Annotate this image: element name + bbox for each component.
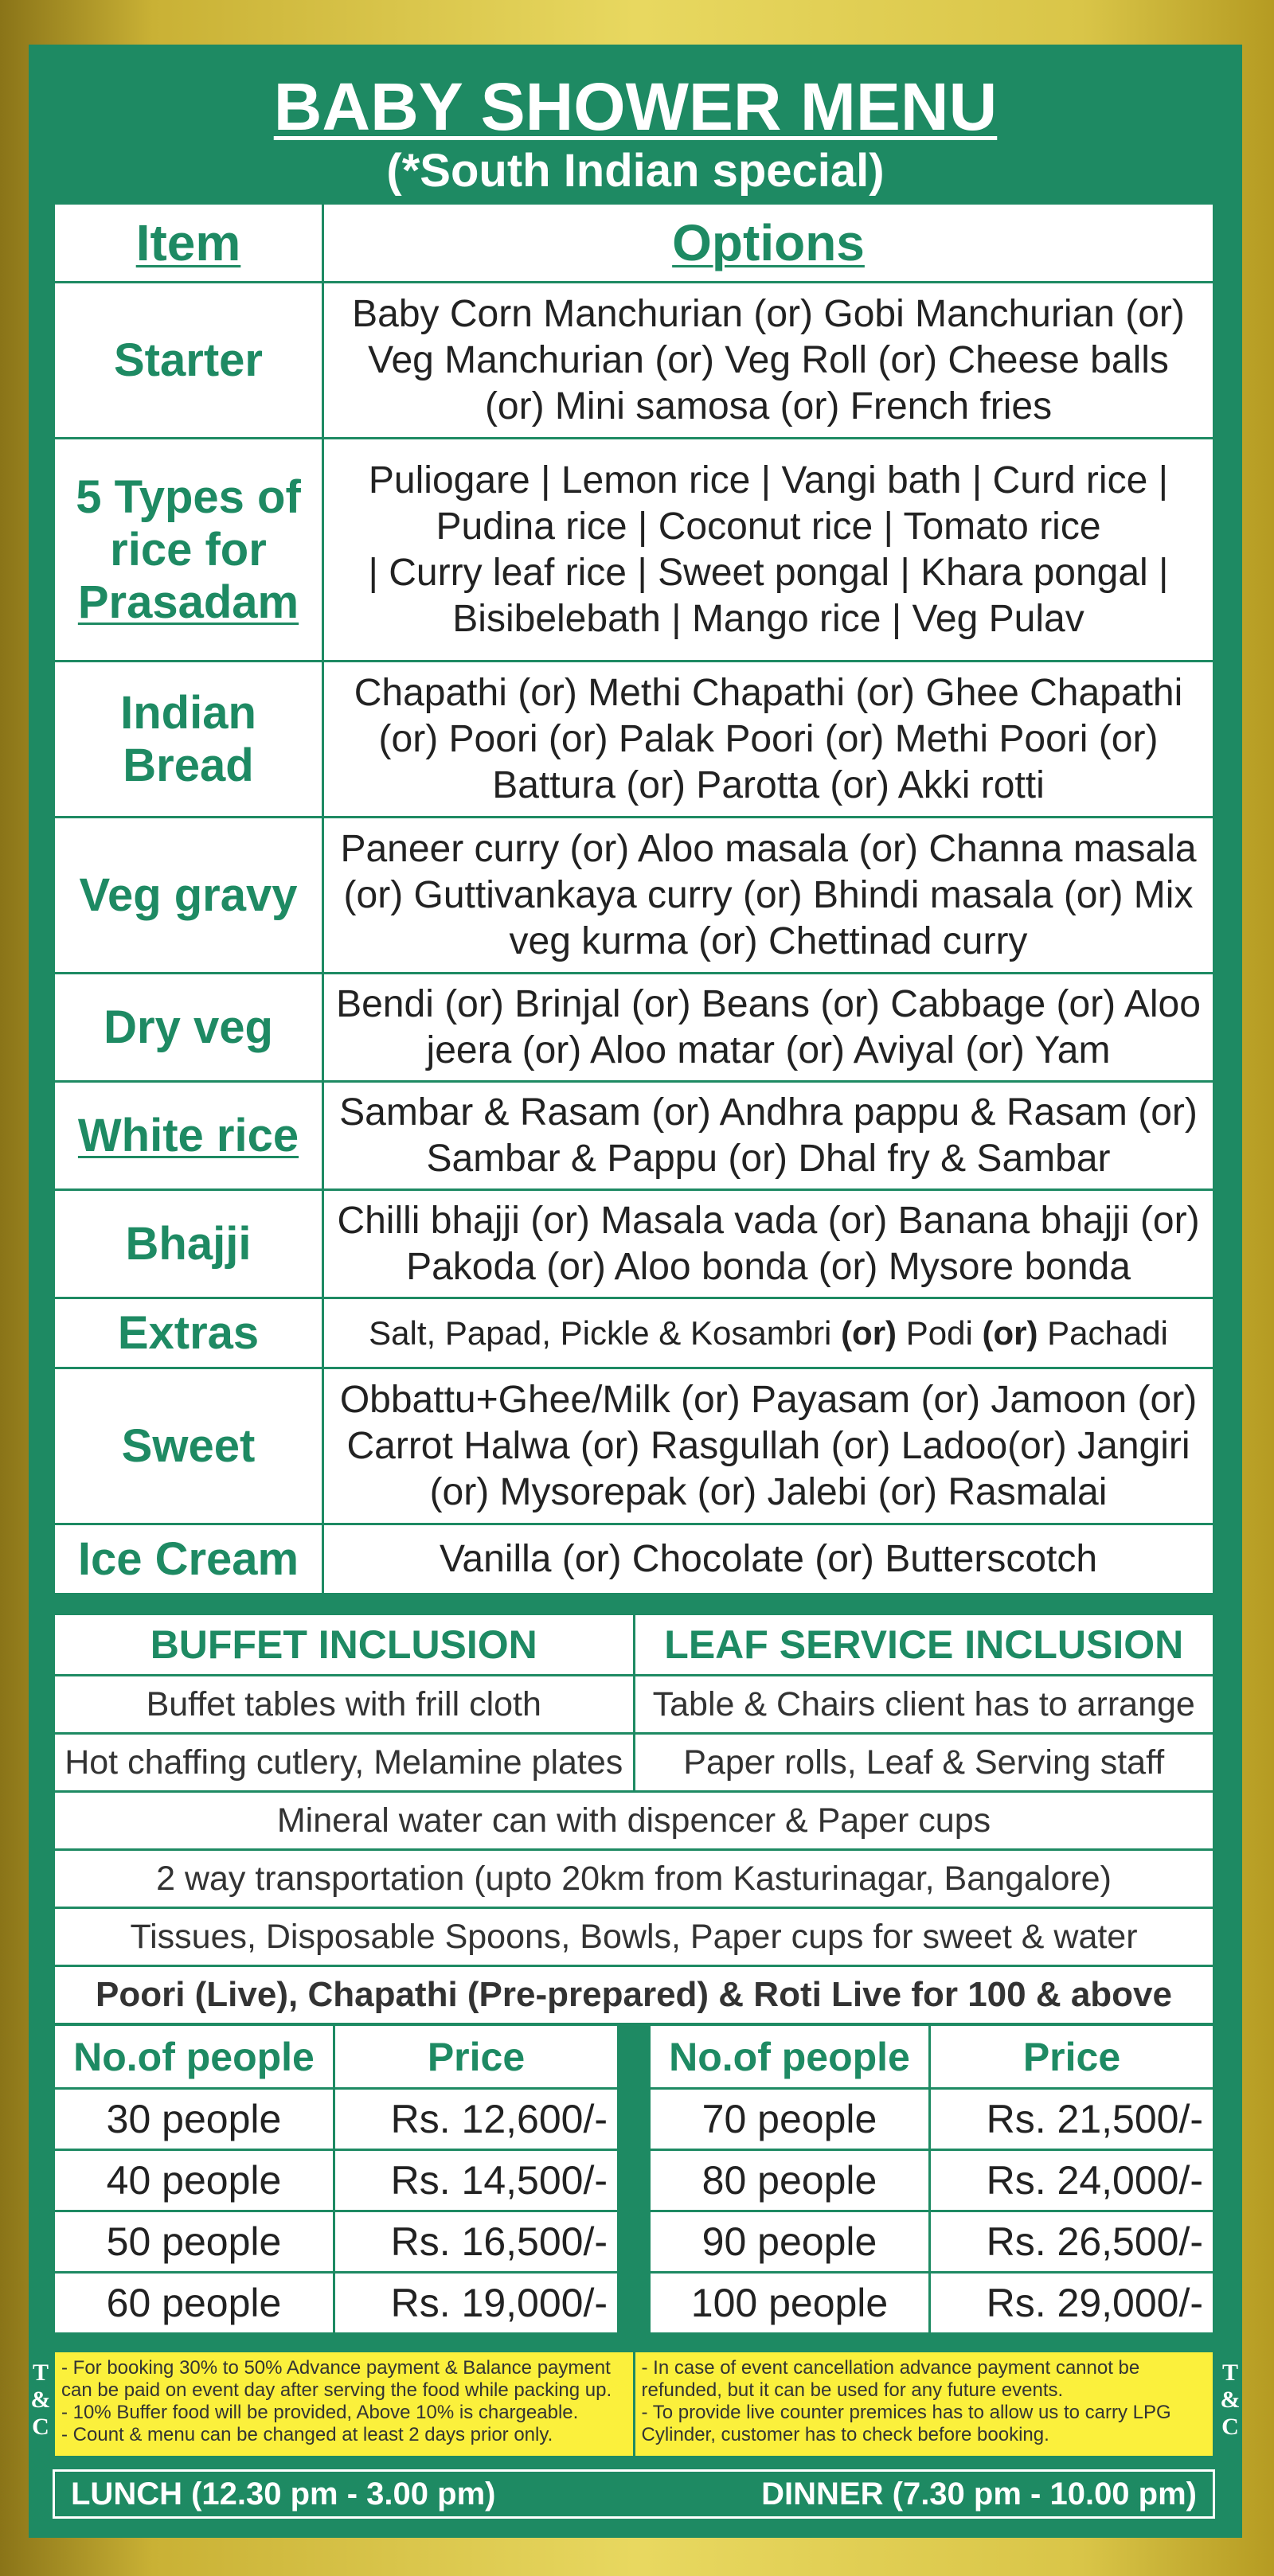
menu-row-sweet — [55, 1367, 1213, 1523]
price-row — [55, 2210, 617, 2271]
price-header-row — [55, 2026, 617, 2087]
menu-item-options: Chilli bhajji (or) Masala vada (or) Banana bhajji (or) Pakoda (or) Aloo bonda (or) Mysore bonda — [337, 1199, 1200, 1288]
price-column-header: Price — [427, 2034, 526, 2079]
menu-item-options: Puliogare | Lemon rice | Vangi bath | Curd rice | Pudina rice | Coconut rice | Tomato rice | Curry leaf rice | Sweet pongal | Khara pongal | Bisibelebath | Mango rice | Veg Pulav — [368, 459, 1169, 640]
people-count: 90 people — [651, 2212, 931, 2271]
menu-row-white-rice — [55, 1080, 1213, 1188]
options-header: Options — [672, 214, 865, 271]
inclusions-header-row — [55, 1615, 1213, 1674]
menu-row-indian-bread — [55, 660, 1213, 816]
menu-row-veg-gravy — [55, 816, 1213, 972]
lunch-timing: LUNCH (12.30 pm - 3.00 pm) — [71, 2476, 496, 2512]
common-inclusion-item: Mineral water can with dispencer & Paper cups — [276, 1801, 991, 1840]
inclusions-row — [55, 1848, 1213, 1907]
common-inclusion-item: 2 way transportation (upto 20km from Kasturinagar, Bangalore) — [156, 1859, 1112, 1898]
menu-header-row — [55, 205, 1213, 281]
menu-table — [53, 202, 1215, 1595]
menu-item-label: Bhajji — [55, 1191, 324, 1297]
price-row — [55, 2271, 617, 2332]
terms-left: - For booking 30% to 50% Advance payment & Balance payment can be paid on event day after serving the food while packing up. - 10% Buffer food will be provided, Above 10% is chargeable. - Count & menu can be changed at least 2 days prior only. — [61, 2357, 612, 2445]
price-value: Rs. 21,500/- — [986, 2097, 1203, 2141]
price-row — [55, 2149, 617, 2210]
dinner-timing: DINNER (7.30 pm - 10.00 pm) — [761, 2476, 1197, 2512]
menu-item-options: Baby Corn Manchurian (or) Gobi Manchurian (or) Veg Manchurian (or) Veg Roll (or) Cheese balls (or) Mini samosa (or) French fries — [352, 292, 1185, 427]
price-value: Rs. 26,500/- — [986, 2219, 1203, 2264]
inclusions-row — [55, 1732, 1213, 1790]
buffet-inclusion-item: Hot chaffing cutlery, Melamine plates — [64, 1743, 623, 1782]
common-inclusion-item: Tissues, Disposable Spoons, Bowls, Paper cups for sweet & water — [130, 1917, 1138, 1956]
people-count: 50 people — [55, 2212, 335, 2271]
menu-card — [29, 45, 1242, 2538]
page-title: BABY SHOWER MENU — [273, 69, 998, 144]
menu-item-options: Paneer curry (or) Aloo masala (or) Channa masala (or) Guttivankaya curry (or) Bhindi masala (or) Mix veg kurma (or) Chettinad curry — [340, 827, 1197, 962]
people-count: 80 people — [651, 2151, 931, 2210]
people-count: 70 people — [651, 2090, 931, 2149]
leaf-inclusion-item: Paper rolls, Leaf & Serving staff — [633, 1735, 1213, 1790]
price-row — [651, 2087, 1213, 2149]
price-value: Rs. 19,000/- — [390, 2281, 608, 2325]
item-header: Item — [55, 205, 324, 281]
terms-right: - In case of event cancellation advance payment cannot be refunded, but it can be used for any future events. - To provide live counter premices has to allow us to carry LPG Cylinder, customer has to check before booking. — [633, 2352, 1213, 2456]
menu-item-label: Veg gravy — [55, 818, 324, 972]
menu-item-label: 5 Types of rice for Prasadam — [55, 439, 324, 660]
menu-row-dry-veg — [55, 972, 1213, 1080]
menu-item-options: Sambar & Rasam (or) Andhra pappu & Rasam (or) Sambar & Pappu (or) Dhal fry & Sambar — [339, 1091, 1198, 1180]
menu-item-options: Obbattu+Ghee/Milk (or) Payasam (or) Jamoon (or) Carrot Halwa (or) Rasgullah (or) Ladoo(or) Jangiri (or) Mysorepak (or) Jalebi (or) Rasmalai — [339, 1378, 1198, 1513]
price-row — [55, 2087, 617, 2149]
people-count: 30 people — [55, 2090, 335, 2149]
menu-row-ice-cream — [55, 1523, 1213, 1593]
menu-item-label: Indian Bread — [55, 662, 324, 816]
menu-item-label: Extras — [55, 1299, 324, 1367]
menu-item-options: Vanilla (or) Chocolate (or) Butterscotch — [439, 1537, 1098, 1580]
menu-row-extras — [55, 1297, 1213, 1367]
leaf-service-inclusion-header: LEAF SERVICE INCLUSION — [633, 1615, 1213, 1674]
terms-and-conditions — [53, 2350, 1215, 2458]
timings-bar — [53, 2469, 1215, 2519]
menu-row-starter — [55, 281, 1213, 437]
live-counter-note: Poori (Live), Chapathi (Pre-prepared) & Roti Live for 100 & above — [95, 1975, 1173, 2014]
price-table-right — [648, 2024, 1215, 2335]
inclusions-row — [55, 1674, 1213, 1732]
price-row — [651, 2271, 1213, 2332]
menu-item-label: Dry veg — [55, 974, 324, 1080]
inclusions-table — [53, 1613, 1215, 2025]
people-count: 40 people — [55, 2151, 335, 2210]
menu-item-options: Chapathi (or) Methi Chapathi (or) Ghee Chapathi (or) Poori (or) Palak Poori (or) Methi Poori (or) Battura (or) Parotta (or) Akki rotti — [354, 671, 1183, 806]
price-value: Rs. 14,500/- — [390, 2158, 608, 2203]
leaf-inclusion-item: Table & Chairs client has to arrange — [633, 1676, 1213, 1732]
price-column-header: Price — [1022, 2034, 1121, 2079]
menu-item-label: Starter — [55, 283, 324, 437]
price-value: Rs. 16,500/- — [390, 2219, 608, 2264]
menu-item-label: Sweet — [55, 1369, 324, 1523]
price-row — [651, 2210, 1213, 2271]
people-column-header: No.of people — [55, 2026, 335, 2087]
menu-item-options: Salt, Papad, Pickle & Kosambri (or) Podi (or) Pachadi — [369, 1313, 1168, 1352]
menu-item-label: White rice — [55, 1083, 324, 1188]
buffet-inclusion-header: BUFFET INCLUSION — [150, 1622, 537, 1667]
price-value: Rs. 12,600/- — [390, 2097, 608, 2141]
price-header-row — [651, 2026, 1213, 2087]
people-count: 60 people — [55, 2274, 335, 2332]
menu-row-bhajji — [55, 1188, 1213, 1297]
tc-side-label-right: T & C — [1220, 2359, 1241, 2440]
page-subtitle: (*South Indian special) — [386, 145, 885, 197]
inclusions-row — [55, 1965, 1213, 2023]
tc-side-label-left: T & C — [30, 2359, 51, 2440]
inclusions-row — [55, 1907, 1213, 1965]
people-column-header: No.of people — [651, 2026, 931, 2087]
inclusions-row — [55, 1790, 1213, 1848]
price-value: Rs. 29,000/- — [986, 2281, 1203, 2325]
buffet-inclusion-item: Buffet tables with frill cloth — [146, 1684, 541, 1723]
price-table-left — [53, 2024, 619, 2335]
menu-row-rice — [55, 437, 1213, 660]
people-count: 100 people — [651, 2274, 931, 2332]
menu-item-options: Bendi (or) Brinjal (or) Beans (or) Cabbage (or) Aloo jeera (or) Aloo matar (or) Aviyal (or) Yam — [336, 982, 1201, 1071]
price-row — [651, 2149, 1213, 2210]
price-value: Rs. 24,000/- — [986, 2158, 1203, 2203]
menu-item-label: Ice Cream — [55, 1525, 324, 1593]
